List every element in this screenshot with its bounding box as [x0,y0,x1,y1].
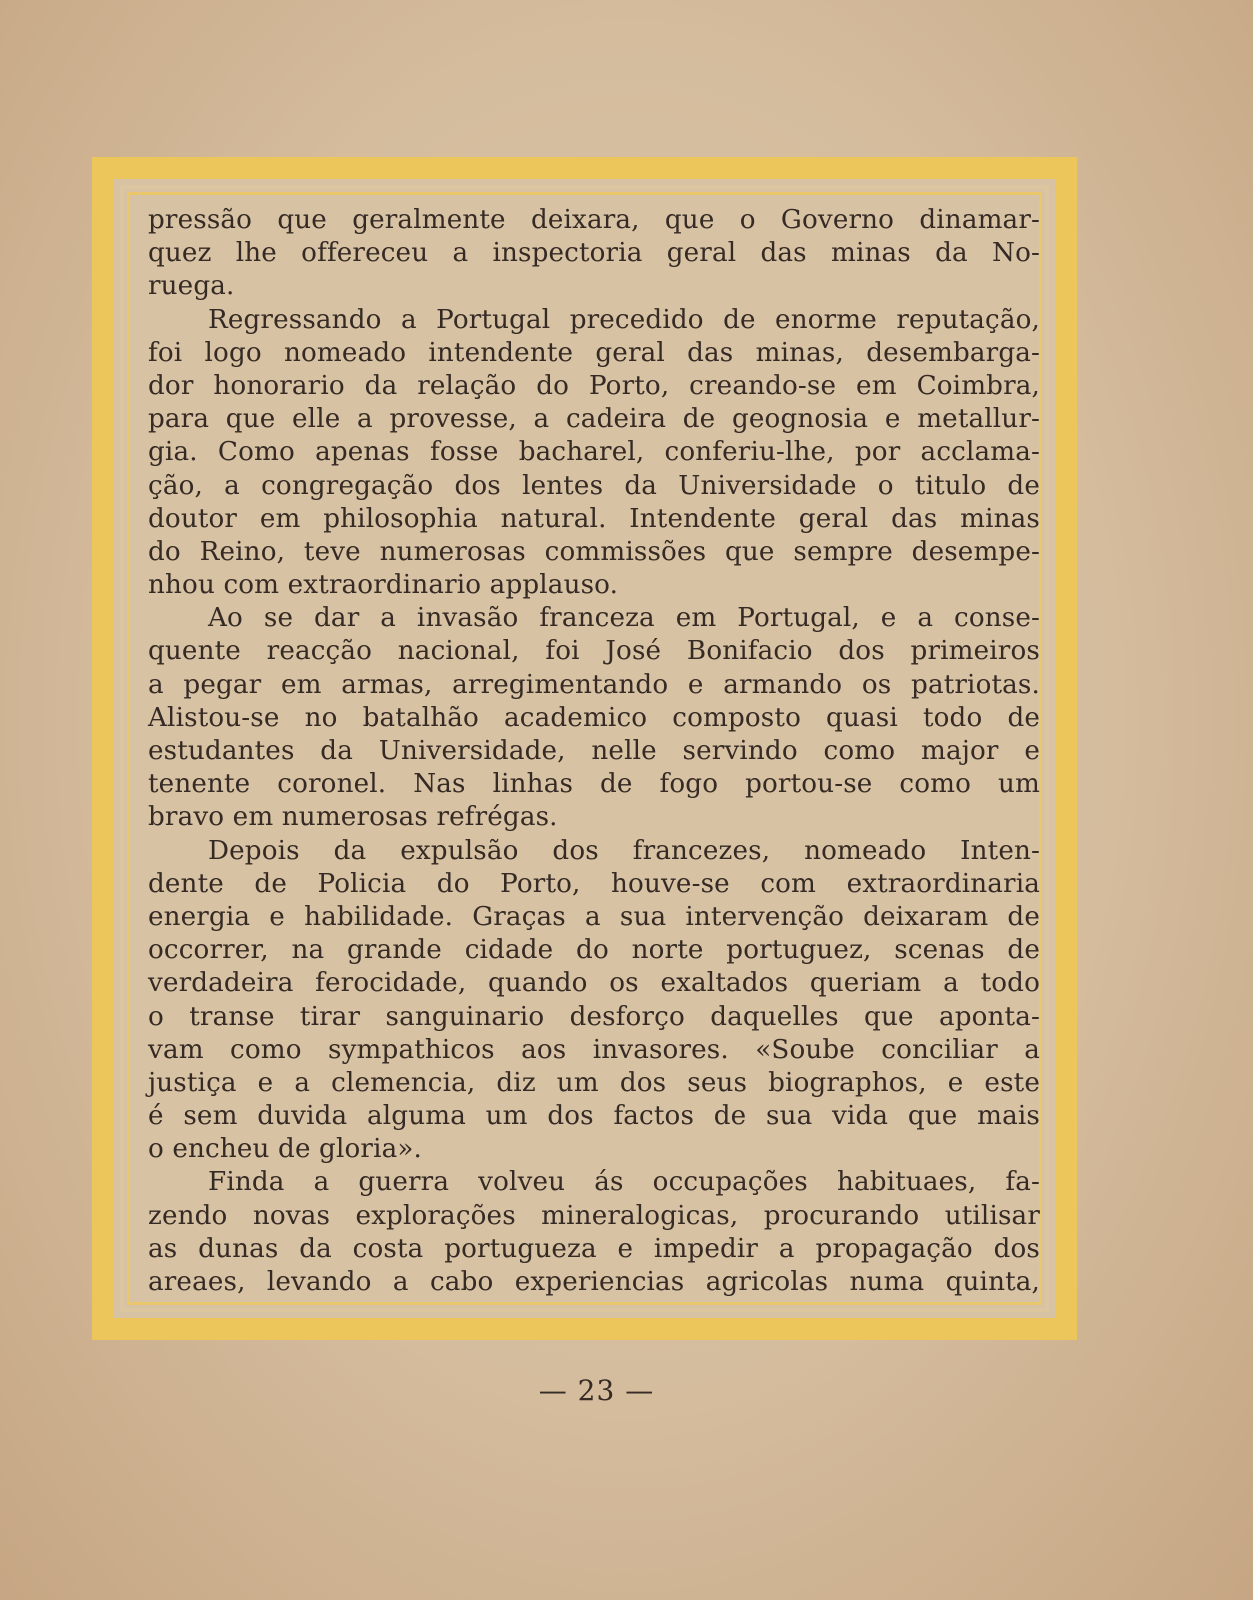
text-line: energia e habilidade. Graças a sua intervenção deixaram de [148,901,1040,932]
text-line: Regressando a Portugal precedido de enorme reputação, [208,304,1040,335]
text-line: ruega. [148,271,235,302]
text-line: Finda a guerra volveu ás occupações habituaes, fa- [208,1167,1040,1198]
text-line: do Reino, teve numerosas commissões que sempre desempe- [148,536,1040,567]
text-line: a pegar em armas, arregimentando e armando os patriotas. [148,669,1040,700]
text-line: o transe tirar sanguinario desforço daquelles que aponta- [148,1001,1040,1032]
text-line: justiça e a clemencia, diz um dos seus biographos, e este [148,1067,1040,1098]
text-line: Depois da expulsão dos francezes, nomeado Inten- [208,835,1040,866]
text-line: quez lhe offereceu a inspectoria geral das minas da No- [148,238,1040,269]
text-line: areaes, levando a cabo experiencias agricolas numa quinta, [148,1267,1040,1297]
page-number: — 23 — [538,1374,655,1407]
text-line: estudantes da Universidade, nelle servindo como major e [148,736,1040,766]
text-line: tenente coronel. Nas linhas de fogo portou-se como um [148,769,1040,800]
text-line: dente de Policia do Porto, houve-se com extraordinaria [148,868,1040,899]
text-line: as dunas da costa portugueza e impedir a propagação dos [148,1233,1040,1264]
text-line: foi logo nomeado intendente geral das minas, desembarga- [148,337,1040,368]
text-line: o encheu de gloria». [148,1134,423,1165]
text-line: nhou com extraordinario applauso. [148,570,619,601]
text-line: vam como sympathicos aos invasores. «Soube conciliar a [148,1034,1040,1065]
text-line: bravo em numerosas refrégas. [148,802,558,833]
body-text [148,204,1040,1299]
text-line: verdadeira ferocidade, quando os exaltados queriam a todo [148,968,1040,999]
text-line: pressão que geralmente deixara, que o Governo dinamar- [148,205,1040,235]
text-line: Alistou-se no batalhão academico composto quasi todo de [148,702,1040,733]
text-line: doutor em philosophia natural. Intendente geral das minas [148,503,1040,534]
text-line: para que elle a provesse, a cadeira de geognosia e metallur- [148,404,1040,435]
text-line: gia. Como apenas fosse bacharel, conferiu-lhe, por acclama- [148,437,1040,468]
text-line: quente reacção nacional, foi José Bonifacio dos primeiros [148,636,1040,667]
text-line: Ao se dar a invasão franceza em Portugal, e a conse- [208,603,1040,634]
text-line: ção, a congregação dos lentes da Universidade o titulo de [148,470,1040,501]
text-line: zendo novas explorações mineralogicas, procurando utilisar [148,1200,1040,1231]
text-line: é sem duvida alguma um dos factos de sua vida que mais [148,1101,1040,1132]
text-line: dor honorario da relação do Porto, creando-se em Coimbra, [148,370,1040,401]
text-line: occorrer, na grande cidade do norte portuguez, scenas de [148,935,1040,966]
